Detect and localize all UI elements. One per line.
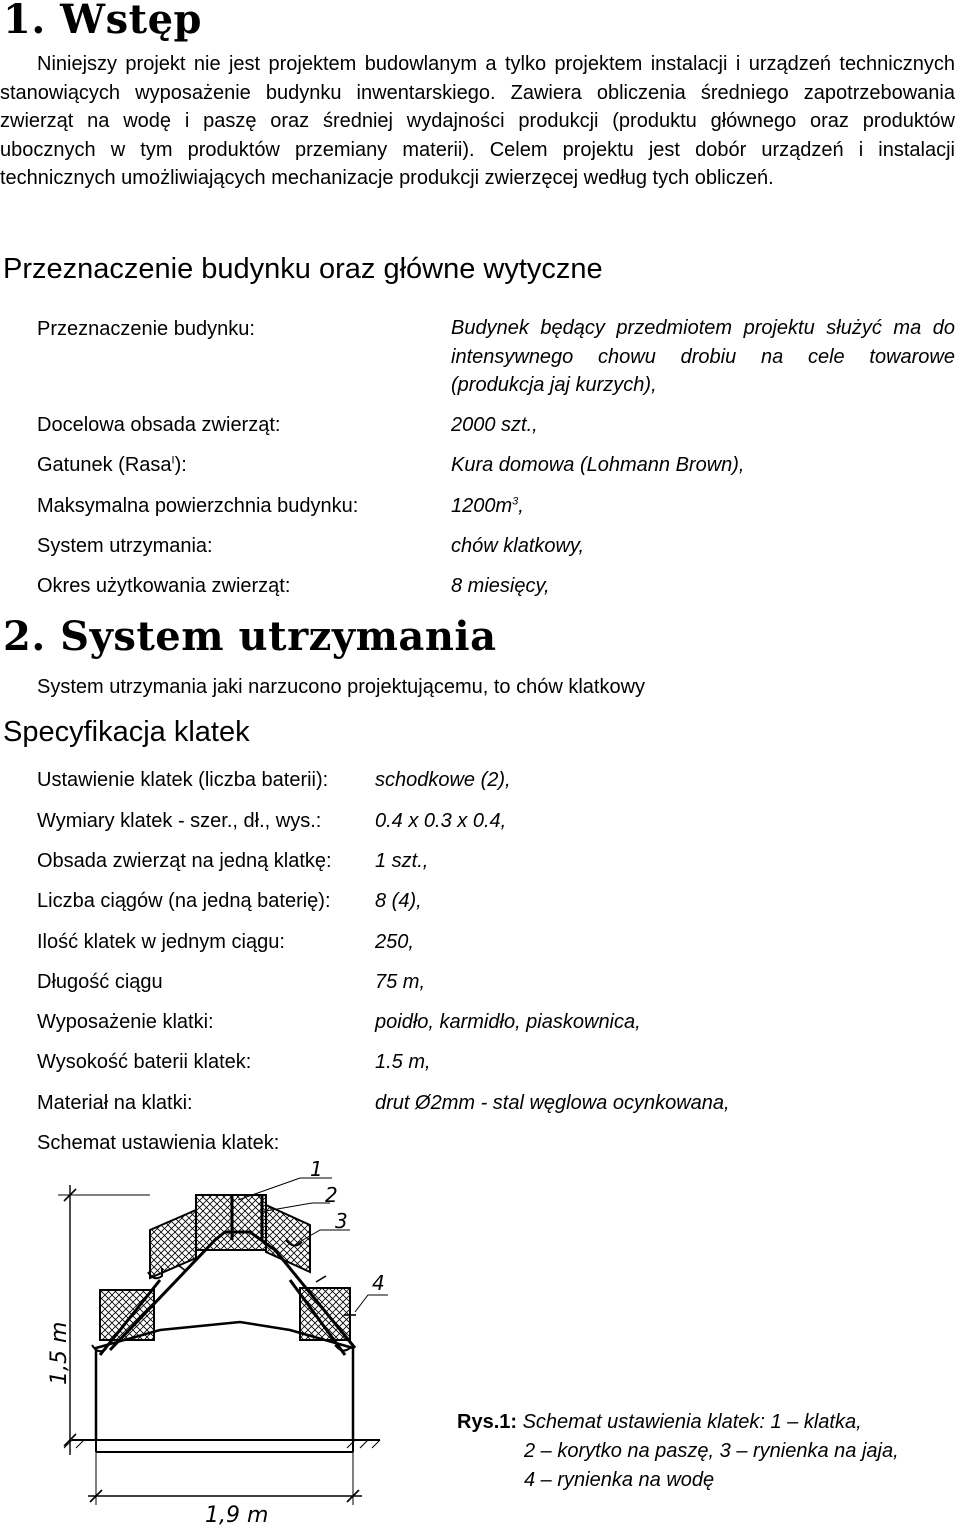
- purpose-label-4: System utrzymania:: [37, 535, 213, 557]
- section-2-text: System utrzymania jaki narzucono projektującemu, to chów klatkowy: [37, 676, 646, 698]
- cage-value-2: 1 szt.,: [375, 850, 429, 872]
- callout-numbers: [310, 1157, 385, 1295]
- callout-3: 3: [335, 1209, 348, 1233]
- cage-label-7: Wysokość baterii klatek:: [37, 1051, 252, 1073]
- cage-value-1: 0.4 x 0.3 x 0.4,: [375, 810, 507, 832]
- intro-paragraph: [0, 50, 955, 193]
- callout-2: 2: [325, 1183, 338, 1207]
- cage-arrangement-drawing: [0, 1150, 470, 1531]
- callout-4: 4: [372, 1271, 385, 1295]
- purpose-value-2: Kura domowa (Lohmann Brown),: [451, 454, 745, 476]
- cage-label-8: Materiał na klatki:: [37, 1092, 193, 1114]
- cage-value-5: 75 m,: [375, 971, 426, 993]
- cage-label-6: Wyposażenie klatki:: [37, 1011, 214, 1033]
- purpose-label-2: Gatunek (Rasa$^I$):: [37, 454, 187, 476]
- cage-value-3: 8 (4),: [375, 890, 422, 912]
- callout-1: 1: [310, 1157, 323, 1181]
- section-2-heading: 2. System utrzymania: [3, 613, 497, 660]
- width-dim-label: 1,9 m: [205, 1503, 269, 1528]
- purpose-value-0: Budynek będący przedmiotem projektu służyć ma do intensywnego chowu drobiu na cele towarowe (produkcja jaj kurzych),: [451, 317, 955, 397]
- figure-caption-line-1: Rys.1: Schemat ustawienia klatek: 1 – klatka,: [457, 1411, 862, 1433]
- purpose-value-1: 2000 szt.,: [451, 414, 538, 436]
- cage-value-4: 250,: [375, 931, 414, 953]
- cage-label-1: Wymiary klatek - szer., dł., wys.:: [37, 810, 322, 832]
- cage-value-8: drut Ø2mm - stal węglowa ocynkowana,: [375, 1092, 730, 1114]
- cage-label-3: Liczba ciągów (na jedną baterię):: [37, 890, 331, 912]
- cages: [100, 1195, 350, 1340]
- purpose-label-1: Docelowa obsada zwierząt:: [37, 414, 281, 436]
- figure-caption-line-3: 4 – rynienka na wodę: [524, 1469, 715, 1491]
- height-dim-label: 1,5 m: [47, 1321, 72, 1385]
- cage-value-0: schodkowe (2),: [375, 769, 511, 791]
- purpose-value-3: $1200m^3$,: [451, 495, 524, 517]
- cages-heading: Specyfikacja klatek: [3, 716, 250, 748]
- purpose-value-4: chów klatkowy,: [451, 535, 585, 557]
- intro-text: Niniejszy projekt nie jest projektem budowlanym a tylko projektem instalacji i urządzeń technicznych stanowiących wyposażenie budynku inwentarskiego. Zawiera obliczenia średniego zapotrzebowania zwierząt na wodę i paszę oraz średniej wydajności produkcji (produktu głównego oraz produktów ubocznych w tym produktów przemiany materii). Celem projektu jest dobór urządzeń i instalacji technicznych umożliwiających mechanizacje produkcji zwierzęcej według tych obliczeń.: [0, 53, 955, 190]
- cage-label-2: Obsada zwierząt na jedną klatkę:: [37, 850, 332, 872]
- purpose-heading: Przeznaczenie budynku oraz główne wytyczne: [3, 253, 603, 285]
- cage-value-6: poidło, karmidło, piaskownica,: [375, 1011, 641, 1033]
- purpose-label-5: Okres użytkowania zwierząt:: [37, 575, 291, 597]
- cage-label-4: Ilość klatek w jednym ciągu:: [37, 931, 285, 953]
- cage-value-7: 1.5 m,: [375, 1051, 431, 1073]
- schema-label: Schemat ustawienia klatek:: [37, 1132, 280, 1154]
- purpose-value-5: 8 miesięcy,: [451, 575, 550, 597]
- cage-label-5: Długość ciągu: [37, 971, 163, 993]
- purpose-label-0: Przeznaczenie budynku:: [37, 318, 255, 340]
- width-dimension: [88, 1452, 362, 1528]
- section-1-heading: 1. Wstęp: [3, 0, 203, 43]
- cage-label-0: Ustawienie klatek (liczba baterii):: [37, 769, 329, 791]
- figure-caption-line-2: 2 – korytko na paszę, 3 – rynienka na jaja,: [524, 1440, 899, 1462]
- purpose-label-3: Maksymalna powierzchnia budynku:: [37, 495, 359, 517]
